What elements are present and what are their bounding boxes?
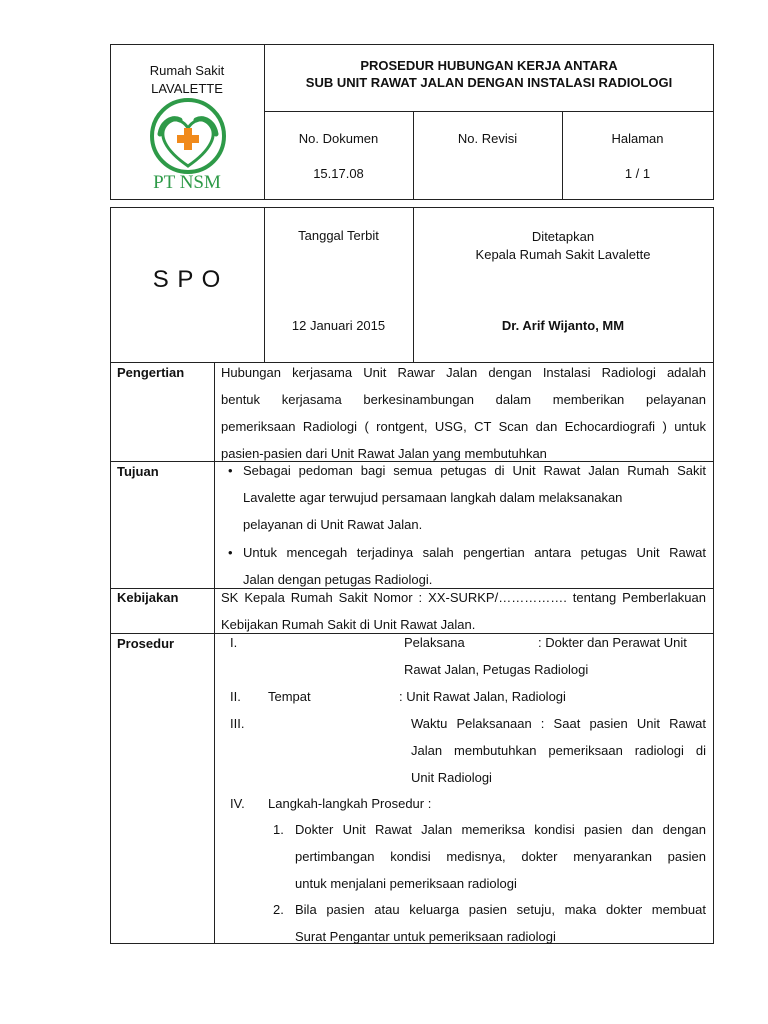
doc-number-label: No. Dokumen	[298, 131, 379, 146]
issue-date-label: Tanggal Terbit	[298, 228, 379, 243]
approval-block: Ditetapkan Kepala Rumah Sakit Lavalette	[475, 229, 651, 262]
hospital-name: Rumah Sakit LAVALETTE	[149, 63, 225, 96]
prosedur-i-number: I.	[230, 635, 238, 650]
step-1-text: Dokter Unit Rawat Jalan memeriksa kondisi pasien dan dengan pertimbangan kondisi medisnya, dokter menyarankan pasien untuk menjalani pemeriksaan radiologi	[295, 822, 706, 891]
prosedur-i-value-cont: Rawat Jalan, Petugas Radiologi	[404, 662, 589, 677]
page-label: Halaman	[611, 131, 664, 146]
director-name: Dr. Arif Wijanto, MM	[501, 318, 625, 333]
prosedur-i-value: : Dokter dan Perawat Unit	[538, 635, 687, 650]
prosedur-i-key: Pelaksana	[404, 635, 465, 650]
logo-text: PT NSM	[153, 172, 221, 193]
prosedur-ii-value: : Unit Rawat Jalan, Radiologi	[399, 689, 566, 704]
page-value: 1 / 1	[624, 166, 651, 181]
kebijakan-text: SK Kepala Rumah Sakit Nomor : XX-SURKP/……………. tentang Pemberlakuan Kebijakan Rumah Sakit di Unit Rawat Jalan.	[221, 590, 706, 632]
pengertian-text: Hubungan kerjasama Unit Rawar Jalan dengan Instalasi Radiologi adalah bentuk kerjasama berkesinambungan dalam memberikan pelayanan pemeriksaan Radiologi ( rontgent, USG, CT Scan dan Echocardiografi ) untuk pasien-pasien dari Unit Rawat Jalan yang membutuhkan	[221, 365, 706, 461]
step-2-text: Bila pasien atau keluarga pasien setuju, maka dokter membuat Surat Pengantar untuk pemeriksaan radiologi	[295, 902, 706, 944]
prosedur-iv-number: IV.	[230, 796, 245, 811]
revision-label: No. Revisi	[457, 131, 518, 146]
tujuan-bullet-1: • Sebagai pedoman bagi semua petugas di Unit Rawat Jalan Rumah Sakit Lavalette agar terwujud persamaan langkah dalam melaksanakan pelayanan di Unit Rawat Jalan.	[243, 457, 706, 538]
tujuan-bullet-2: • Untuk mencegah terjadinya salah pengertian antara petugas Unit Rawat Jalan dengan petugas Radiologi.	[243, 539, 706, 593]
issue-date: 12 Januari 2015	[291, 318, 386, 333]
pengertian-label: Pengertian	[117, 365, 185, 380]
prosedur-iv-title: Langkah-langkah Prosedur :	[268, 796, 432, 811]
document-title: PROSEDUR HUBUNGAN KERJA ANTARA SUB UNIT RAWAT JALAN DENGAN INSTALASI RADIOLOGI	[305, 58, 673, 90]
prosedur-iii-number: III.	[230, 716, 245, 731]
kebijakan-label: Kebijakan	[117, 590, 179, 605]
doc-number-value: 15.17.08	[313, 166, 364, 181]
step-2-number: 2.	[273, 902, 284, 917]
spo-label: S P O	[152, 266, 222, 293]
prosedur-ii-number: II.	[230, 689, 241, 704]
prosedur-ii-key: Tempat	[268, 689, 311, 704]
prosedur-iii-text: Waktu Pelaksanaan : Saat pasien Unit Rawat Jalan membutuhkan pemeriksaan radiologi di Unit Radiologi	[411, 716, 706, 785]
prosedur-label: Prosedur	[117, 636, 175, 651]
step-1-number: 1.	[273, 822, 284, 837]
tujuan-label: Tujuan	[117, 464, 159, 479]
